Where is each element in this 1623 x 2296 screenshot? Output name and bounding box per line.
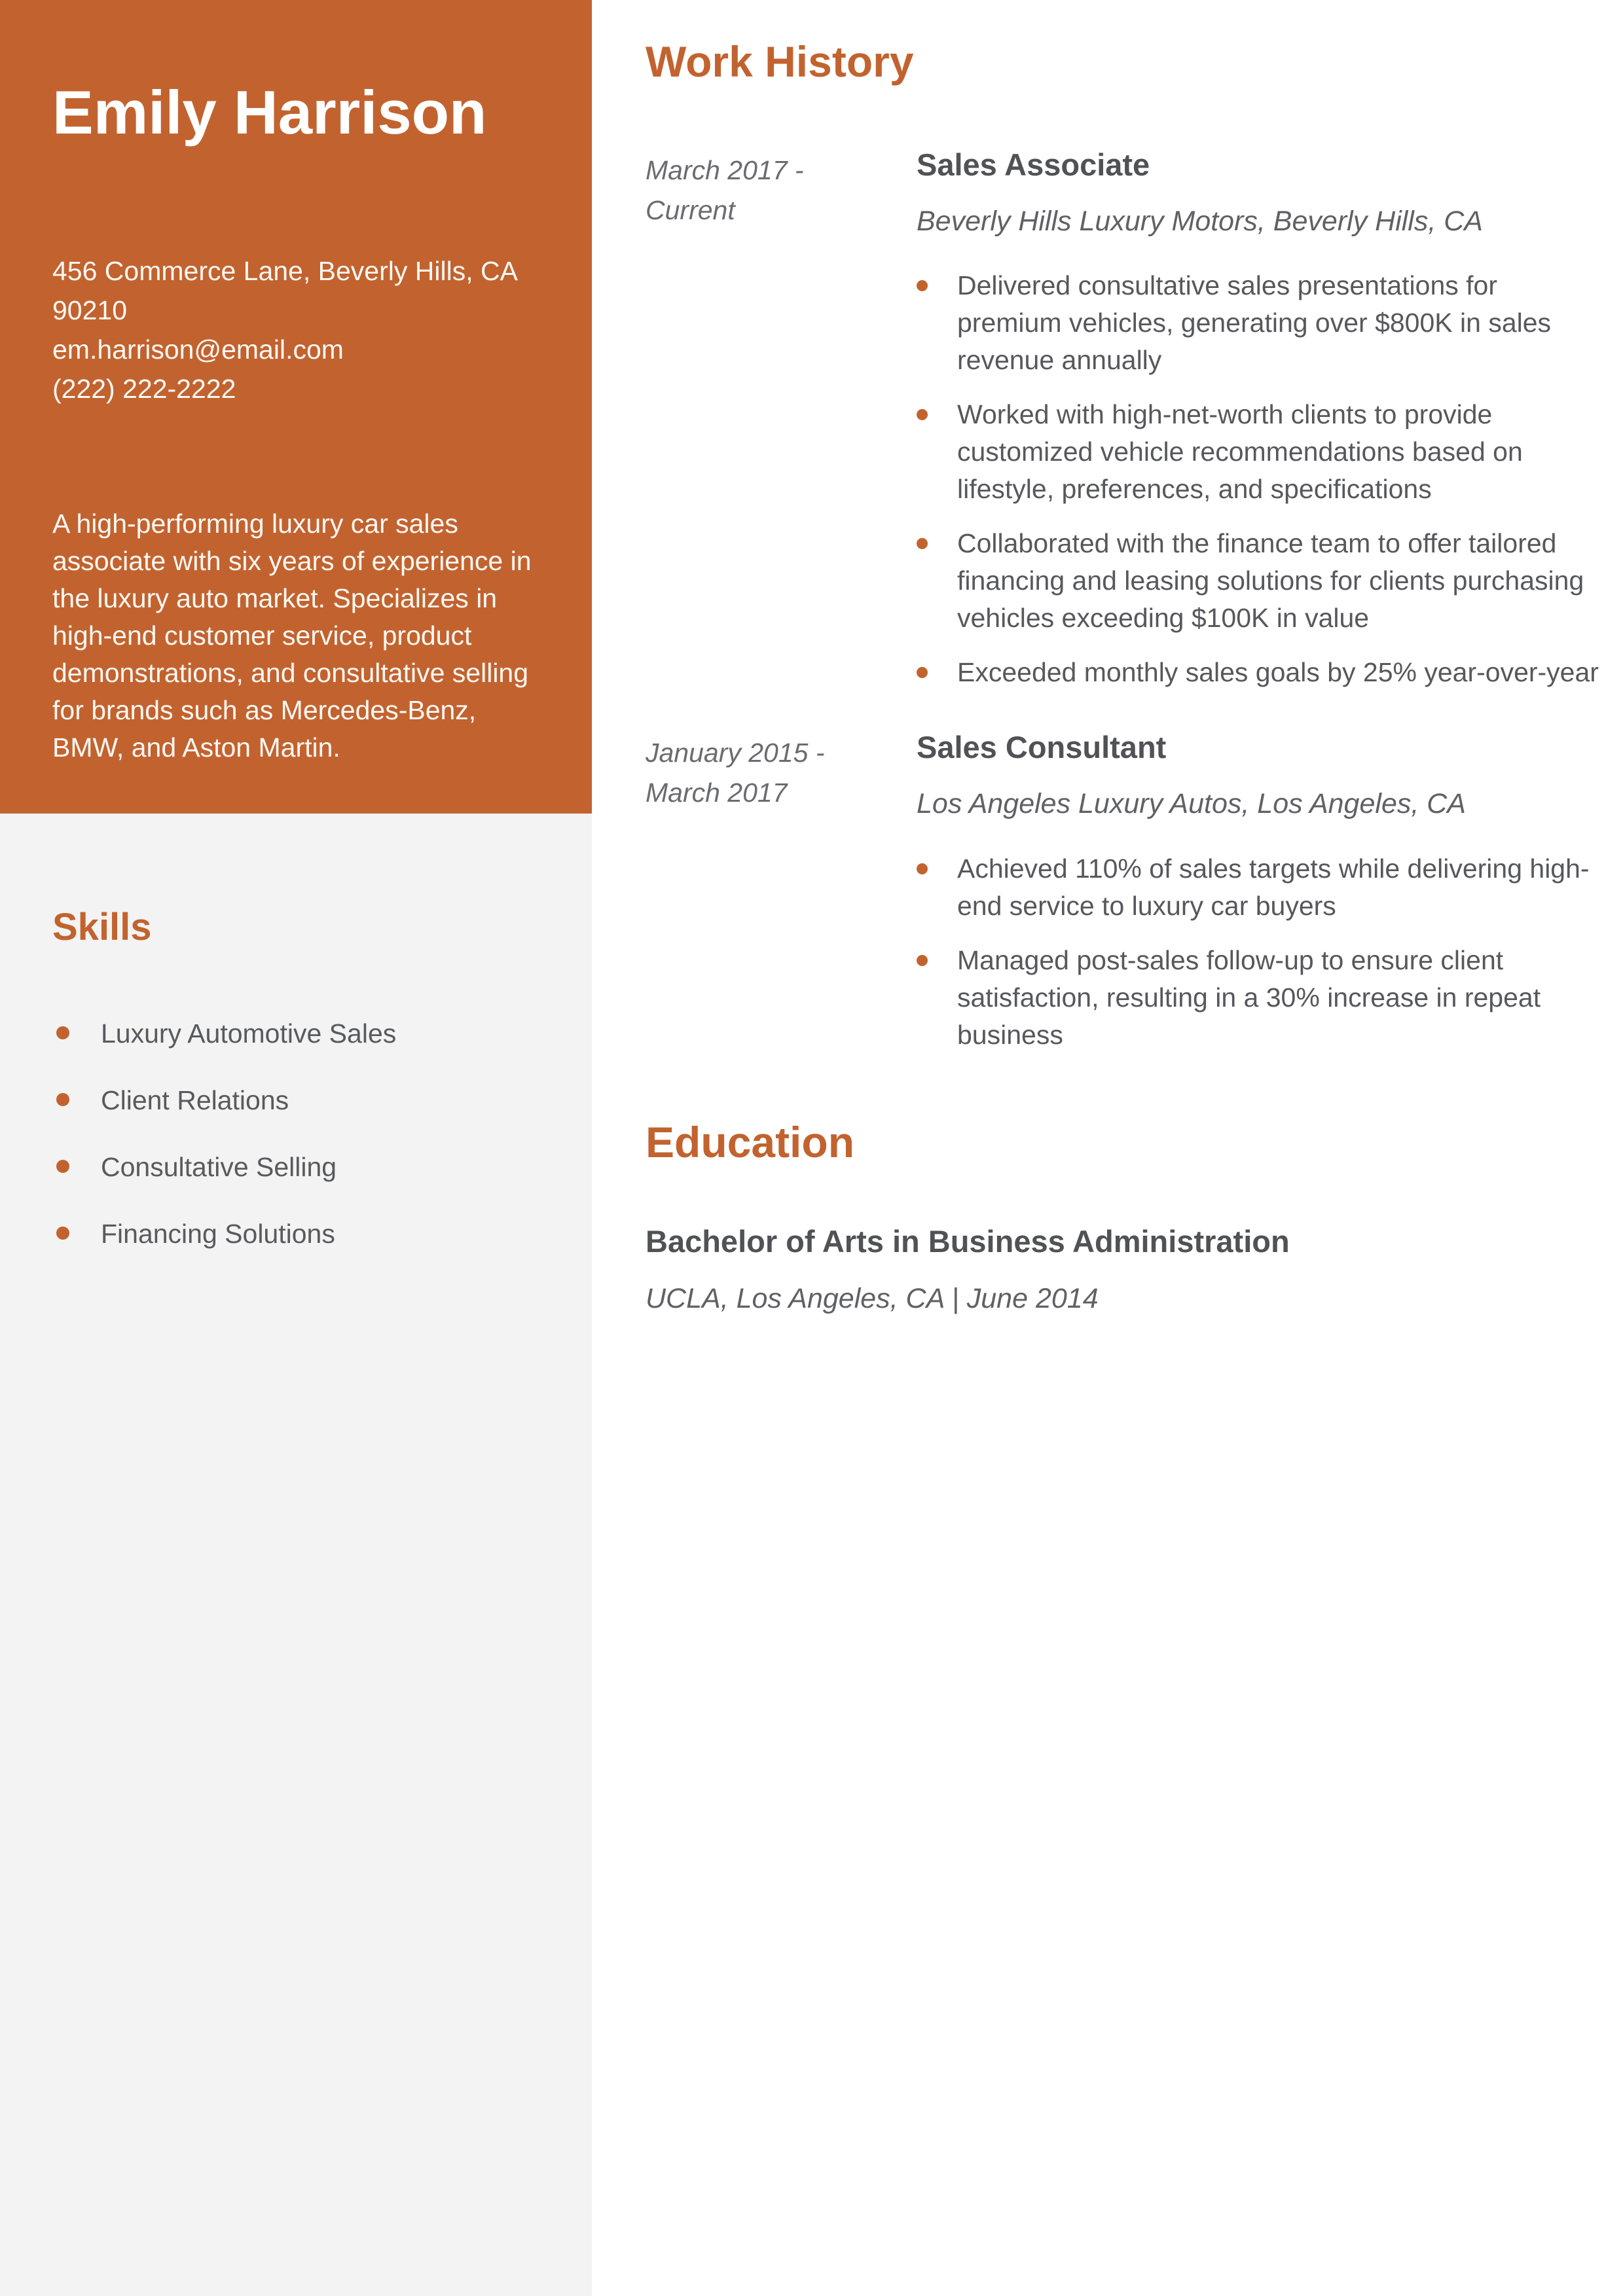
job-content bbox=[917, 147, 1623, 691]
bullet-text: Managed post-sales follow-up to ensure client satisfaction, resulting in a 30% increase in repeat business bbox=[957, 944, 1541, 1050]
bullet-dot-icon bbox=[56, 1026, 69, 1039]
job-bullet bbox=[917, 396, 1623, 508]
job-date-line: Current bbox=[646, 195, 735, 226]
work-history-section bbox=[646, 36, 1623, 1054]
job-bullet bbox=[917, 850, 1623, 925]
job-bullet bbox=[917, 942, 1623, 1054]
job-date-line: March 2017 bbox=[646, 778, 788, 808]
bullet-text: Delivered consultative sales presentations for premium vehicles, generating over $800K in sales revenue annually bbox=[957, 270, 1552, 376]
skill-item bbox=[52, 1085, 539, 1116]
job-company: Beverly Hills Luxury Motors, Beverly Hills, CA bbox=[917, 205, 1483, 237]
job-title: Sales Associate bbox=[917, 147, 1150, 183]
bullet-text: Worked with high-net-worth clients to provide customized vehicle recommendations based on lifestyle, preferences, and specifications bbox=[957, 399, 1523, 505]
skills-heading: Skills bbox=[52, 906, 152, 948]
skill-label: Client Relations bbox=[101, 1085, 289, 1115]
education-section bbox=[646, 1117, 1623, 1318]
job-dates bbox=[646, 729, 917, 1053]
skill-item bbox=[52, 1018, 539, 1049]
skill-label: Luxury Automotive Sales bbox=[101, 1018, 397, 1049]
bullet-dot-icon bbox=[917, 863, 928, 874]
contact-email: em.harrison@email.com bbox=[52, 334, 344, 365]
skills-list bbox=[52, 1018, 539, 1249]
main-column bbox=[592, 0, 1623, 2296]
bullet-text: Exceeded monthly sales goals by 25% year-over-year bbox=[957, 657, 1599, 688]
job-bullet-list bbox=[917, 850, 1623, 1054]
skill-item bbox=[52, 1151, 539, 1183]
bullet-dot-icon bbox=[917, 538, 928, 549]
skill-label: Financing Solutions bbox=[101, 1218, 335, 1249]
bullet-dot-icon bbox=[917, 955, 928, 966]
job-company: Los Angeles Luxury Autos, Los Angeles, CA bbox=[917, 787, 1466, 819]
job-bullet bbox=[917, 654, 1623, 691]
bullet-dot-icon bbox=[56, 1227, 69, 1240]
job-dates bbox=[646, 147, 917, 691]
job-date-line: March 2017 - bbox=[646, 155, 804, 186]
job-title: Sales Consultant bbox=[917, 730, 1167, 765]
job-bullet bbox=[917, 525, 1623, 637]
work-history-heading: Work History bbox=[646, 37, 914, 86]
job-date-line: January 2015 - bbox=[646, 738, 825, 768]
sidebar-header bbox=[0, 0, 592, 814]
contact-address: 456 Commerce Lane, Beverly Hills, CA 90210 bbox=[52, 256, 517, 326]
bullet-text: Collaborated with the finance team to offer tailored financing and leasing solutions for clients purchasing vehicles exceeding $100K in value bbox=[957, 528, 1584, 634]
job-bullet-list bbox=[917, 267, 1623, 691]
bullet-dot-icon bbox=[56, 1093, 69, 1106]
sidebar bbox=[0, 0, 592, 2296]
contact-block bbox=[52, 251, 540, 408]
candidate-name: Emily Harrison bbox=[52, 78, 487, 147]
bullet-dot-icon bbox=[56, 1160, 69, 1173]
bullet-dot-icon bbox=[917, 667, 928, 678]
sidebar-body bbox=[0, 814, 592, 1285]
skill-label: Consultative Selling bbox=[101, 1151, 337, 1182]
job-entry bbox=[646, 147, 1623, 691]
bullet-dot-icon bbox=[917, 409, 928, 420]
job-content bbox=[917, 729, 1623, 1053]
degree: Bachelor of Arts in Business Administration bbox=[646, 1223, 1290, 1259]
job-bullet bbox=[917, 267, 1623, 379]
job-list bbox=[646, 147, 1623, 1054]
school-line: UCLA, Los Angeles, CA | June 2014 bbox=[646, 1283, 1099, 1315]
skill-item bbox=[52, 1218, 539, 1249]
professional-summary: A high-performing luxury car sales associate with six years of experience in the luxury auto market. Specializes in high-end customer service, product demonstrations, and consultative selling for brands such as Mercedes-Benz, BMW, and Aston Martin. bbox=[52, 509, 532, 763]
job-entry bbox=[646, 729, 1623, 1053]
bullet-text: Achieved 110% of sales targets while delivering high-end service to luxury car buyers bbox=[957, 853, 1590, 921]
education-heading: Education bbox=[646, 1117, 855, 1166]
contact-phone: (222) 222-2222 bbox=[52, 374, 236, 404]
bullet-dot-icon bbox=[917, 280, 928, 291]
